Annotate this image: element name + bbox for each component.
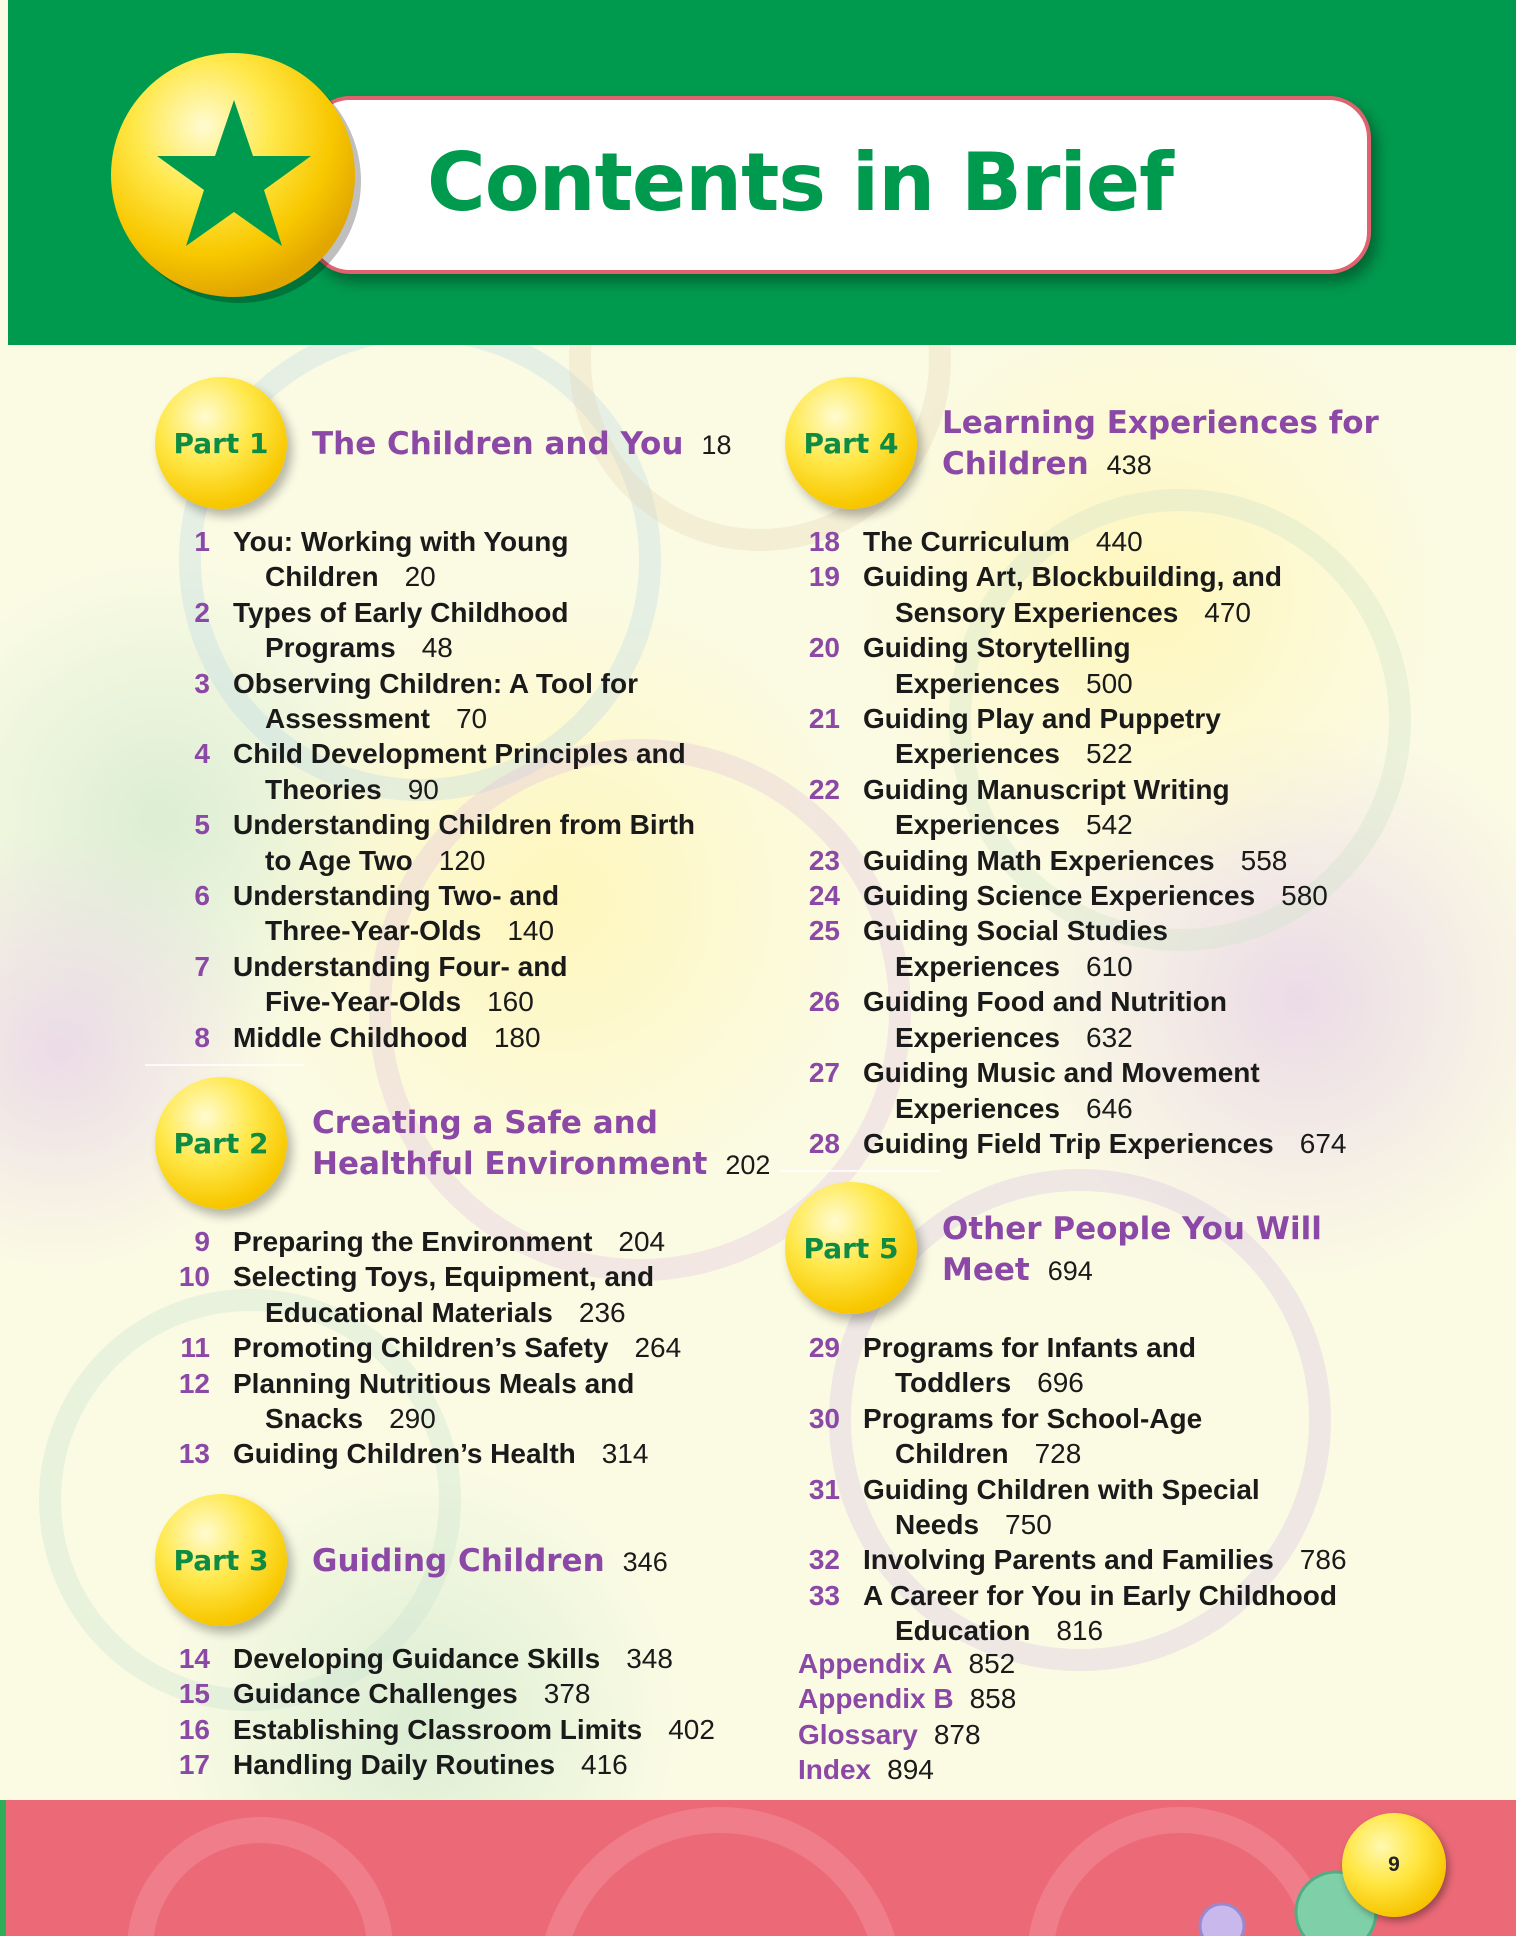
chapter-page: 632	[1086, 1021, 1133, 1053]
chapter-title-line: Guiding Music and Movement	[863, 1057, 1260, 1089]
chapter-number: 25	[808, 915, 840, 947]
chapter-title-line: Guiding Social Studies	[863, 915, 1168, 947]
chapter-title-line: Selecting Toys, Equipment, and	[233, 1261, 655, 1293]
chapter-number: 31	[808, 1473, 840, 1505]
chapter-title-line: Experiences	[895, 667, 1060, 699]
back-matter-item[interactable]: Index 894	[798, 1754, 934, 1786]
chapter-entry[interactable]	[800, 1578, 1380, 1649]
chapter-entry[interactable]	[800, 559, 1380, 630]
chapter-number: 2	[194, 596, 210, 628]
chapter-title-line: Understanding Children from Birth	[233, 809, 695, 841]
back-matter-list	[798, 1646, 1016, 1788]
chapter-entry[interactable]	[800, 878, 1380, 913]
page-number-badge: 9	[1342, 1813, 1446, 1917]
chapter-entry[interactable]	[170, 524, 740, 595]
chapter-number: 1	[194, 526, 210, 557]
chapter-title-line: Sensory Experiences	[895, 596, 1179, 628]
chapter-page: 20	[404, 561, 436, 593]
chapter-page: 236	[578, 1296, 626, 1328]
chapter-number: 18	[808, 526, 840, 557]
chapter-title-line: Preparing the Environment	[233, 1226, 593, 1257]
chapter-entry[interactable]	[800, 1542, 1380, 1577]
chapter-number: 11	[180, 1332, 210, 1364]
chapter-number: 14	[178, 1643, 210, 1674]
chapter-title-line: Experiences	[895, 738, 1060, 770]
chapter-title-line: Guidance Challenges	[233, 1678, 518, 1710]
chapter-title-line: Establishing Classroom Limits	[233, 1713, 643, 1745]
part-4-badge: Part 4	[785, 377, 917, 509]
chapter-entry[interactable]	[800, 984, 1380, 1055]
footer-band	[0, 1800, 1516, 1936]
chapter-page: 160	[487, 986, 534, 1018]
chapter-title-line: Child Development Principles and	[233, 738, 686, 770]
chapter-page: 90	[407, 773, 439, 805]
page-title: Contents in Brief	[427, 136, 1173, 229]
chapter-number: 32	[808, 1544, 840, 1576]
chapter-entry[interactable]	[170, 595, 740, 666]
chapter-entry[interactable]	[170, 1747, 740, 1782]
chapter-title-line: Programs for School-Age	[863, 1402, 1203, 1434]
part-2-title: Creating a Safe and Healthful Environment 202	[312, 1105, 771, 1182]
chapter-page: 348	[626, 1643, 673, 1674]
chapter-entry[interactable]	[170, 1259, 740, 1330]
part-3-page: 346	[622, 1547, 668, 1577]
part-5-page: 694	[1047, 1256, 1093, 1286]
chapter-page: 402	[668, 1713, 715, 1745]
chapter-page: 786	[1299, 1544, 1347, 1576]
chapter-number: 29	[808, 1332, 840, 1363]
chapter-title-line: A Career for You in Early Childhood	[863, 1579, 1337, 1611]
chapter-number: 7	[194, 950, 210, 982]
chapter-number: 15	[178, 1678, 210, 1710]
chapter-title-line: to Age Two	[265, 844, 413, 876]
chapter-title-line: Understanding Four- and	[233, 950, 568, 982]
part-4-page: 438	[1106, 450, 1152, 480]
chapter-title-line: Needs	[895, 1509, 980, 1541]
chapter-number: 9	[194, 1226, 210, 1257]
chapter-title-line: You: Working with Young	[233, 526, 569, 557]
chapter-entry[interactable]	[170, 1224, 740, 1259]
chapter-page: 728	[1034, 1438, 1082, 1470]
chapter-title-line: Programs for Infants and	[863, 1332, 1196, 1363]
footer-rings	[0, 1800, 1516, 1936]
chapter-entry[interactable]	[800, 1055, 1380, 1126]
part-1-title: The Children and You 18	[312, 426, 732, 462]
chapter-title-line: Guiding Math Experiences	[863, 844, 1215, 876]
chapter-page: 180	[493, 1021, 541, 1053]
part-3-title: Guiding Children 346	[312, 1543, 668, 1579]
chapter-title-line: Education	[895, 1615, 1031, 1647]
chapter-page: 696	[1037, 1367, 1084, 1399]
chapter-entry[interactable]	[170, 1676, 740, 1711]
chapter-page: 204	[618, 1226, 666, 1257]
chapter-entry[interactable]	[170, 1366, 740, 1437]
chapter-number: 26	[808, 986, 840, 1018]
star-icon	[108, 50, 363, 305]
chapter-title-line: Observing Children: A Tool for	[233, 667, 638, 699]
chapter-title-line: Guiding Science Experiences	[863, 880, 1256, 912]
chapter-entry[interactable]	[800, 701, 1380, 772]
chapter-title-line: Experiences	[895, 1092, 1060, 1124]
chapter-title-line: Handling Daily Routines	[233, 1749, 556, 1781]
chapter-entry[interactable]	[170, 666, 740, 737]
part-5-title: Other People You Will Meet 694	[942, 1211, 1322, 1288]
back-matter-item[interactable]: Appendix B 858	[798, 1683, 1017, 1715]
chapter-number: 4	[194, 738, 210, 770]
chapter-page: 500	[1086, 667, 1133, 699]
chapter-title-line: Involving Parents and Families	[863, 1544, 1274, 1576]
chapter-number: 6	[194, 880, 210, 912]
chapter-title-line: Experiences	[895, 1021, 1060, 1053]
chapter-title-line: Promoting Children’s Safety	[233, 1332, 609, 1364]
part-3-chapters	[170, 1641, 740, 1783]
chapter-title-line: Guiding Children’s Health	[233, 1438, 576, 1470]
chapter-title-line: Theories	[265, 773, 382, 805]
chapter-entry[interactable]	[170, 1436, 740, 1471]
chapter-entry[interactable]	[170, 1712, 740, 1747]
chapter-title-line: Planning Nutritious Meals and	[233, 1367, 635, 1399]
part-5-chapters	[800, 1330, 1380, 1649]
chapter-title-line: Programs	[265, 632, 396, 664]
part-2-page: 202	[725, 1150, 771, 1180]
chapter-number: 3	[194, 667, 210, 699]
part-2-badge: Part 2	[155, 1077, 287, 1209]
chapter-page: 674	[1299, 1127, 1347, 1159]
chapter-page: 378	[543, 1678, 591, 1710]
chapter-title-line: Understanding Two- and	[233, 880, 560, 912]
part-4-title: Learning Experiences for Children 438	[942, 405, 1379, 482]
chapter-title-line: Guiding Field Trip Experiences	[863, 1127, 1274, 1159]
chapter-entry[interactable]	[800, 843, 1380, 878]
chapter-page: 470	[1204, 596, 1251, 628]
chapter-page: 646	[1086, 1092, 1133, 1124]
chapter-page: 542	[1086, 809, 1133, 841]
chapter-title-line: Five-Year-Olds	[265, 986, 462, 1018]
chapter-number: 30	[808, 1402, 840, 1434]
part-3-badge: Part 3	[155, 1494, 287, 1626]
chapter-entry[interactable]	[170, 736, 740, 807]
chapter-page: 416	[581, 1749, 628, 1781]
chapter-page: 140	[507, 915, 555, 947]
chapter-number: 13	[178, 1438, 210, 1470]
chapter-entry[interactable]	[800, 630, 1380, 701]
chapter-title-line: Guiding Play and Puppetry	[863, 703, 1221, 735]
divider	[145, 1064, 305, 1066]
chapter-number: 24	[808, 880, 840, 912]
chapter-title-line: Guiding Food and Nutrition	[863, 986, 1227, 1018]
chapter-title-line: The Curriculum	[863, 526, 1070, 557]
chapter-entry[interactable]	[800, 1472, 1380, 1543]
title-pill	[308, 96, 1371, 274]
chapter-entry[interactable]	[800, 1126, 1380, 1161]
back-matter-item[interactable]: Appendix A 852	[798, 1648, 1016, 1679]
chapter-entry[interactable]	[170, 1330, 740, 1365]
chapter-title-line: Three-Year-Olds	[265, 915, 482, 947]
part-1-page: 18	[701, 430, 732, 460]
chapter-number: 27	[808, 1057, 840, 1089]
chapter-entry[interactable]	[800, 913, 1380, 984]
chapter-entry[interactable]	[800, 524, 1380, 559]
chapter-page: 558	[1240, 844, 1288, 876]
chapter-title-line: Toddlers	[895, 1367, 1012, 1399]
chapter-number: 21	[808, 703, 840, 735]
chapter-entry[interactable]	[800, 1401, 1380, 1472]
chapter-entry[interactable]	[800, 1330, 1380, 1401]
part-5-badge: Part 5	[785, 1182, 917, 1314]
chapter-entry[interactable]	[170, 949, 740, 1020]
chapter-page: 264	[634, 1332, 682, 1364]
chapter-page: 610	[1086, 950, 1133, 982]
chapter-number: 10	[178, 1261, 210, 1293]
chapter-entry[interactable]	[800, 772, 1380, 843]
chapter-title-line: Experiences	[895, 950, 1060, 982]
chapter-title-line: Guiding Art, Blockbuilding, and	[863, 561, 1282, 593]
chapter-title-line: Guiding Storytelling	[863, 632, 1131, 664]
chapter-number: 17	[178, 1749, 210, 1781]
chapter-number: 12	[178, 1367, 210, 1399]
chapter-number: 22	[808, 773, 840, 805]
chapter-page: 580	[1281, 880, 1328, 912]
chapter-page: 290	[389, 1403, 436, 1435]
part-4-chapters	[800, 524, 1380, 1161]
chapter-page: 120	[438, 844, 486, 876]
chapter-title-line: Guiding Manuscript Writing	[863, 773, 1230, 805]
chapter-title-line: Developing Guidance Skills	[233, 1643, 601, 1674]
chapter-title-line: Children	[895, 1438, 1009, 1470]
chapter-page: 48	[421, 632, 453, 664]
chapter-number: 19	[808, 561, 840, 593]
part-2-chapters	[170, 1224, 740, 1472]
part-1-chapters	[170, 524, 740, 1055]
chapter-page: 750	[1005, 1509, 1052, 1541]
chapter-title-line: Educational Materials	[265, 1296, 553, 1328]
chapter-title-line: Guiding Children with Special	[863, 1473, 1260, 1505]
chapter-number: 16	[178, 1713, 210, 1745]
chapter-number: 20	[808, 632, 840, 664]
chapter-number: 28	[808, 1127, 840, 1159]
chapter-page: 816	[1056, 1615, 1104, 1647]
chapter-number: 33	[808, 1579, 840, 1611]
chapter-page: 522	[1086, 738, 1133, 770]
footer-left-strip	[0, 1800, 6, 1936]
chapter-entry[interactable]	[170, 878, 740, 949]
chapter-page: 70	[455, 703, 488, 735]
chapter-title-line: Types of Early Childhood	[233, 596, 569, 628]
part-1-badge: Part 1	[155, 377, 287, 509]
chapter-number: 23	[808, 844, 840, 876]
chapter-title-line: Children	[265, 561, 379, 593]
chapter-number: 8	[194, 1021, 210, 1053]
chapter-title-line: Assessment	[265, 703, 430, 735]
chapter-page: 440	[1095, 526, 1143, 557]
chapter-title-line: Snacks	[265, 1403, 364, 1435]
chapter-title-line: Middle Childhood	[233, 1021, 468, 1053]
chapter-entry[interactable]	[170, 1020, 740, 1055]
divider	[780, 1170, 940, 1172]
chapter-number: 5	[194, 809, 210, 841]
back-matter-item[interactable]: Glossary 878	[798, 1718, 981, 1750]
chapter-title-line: Experiences	[895, 809, 1060, 841]
chapter-page: 314	[601, 1438, 649, 1470]
chapter-entry[interactable]	[170, 1641, 740, 1676]
chapter-entry[interactable]	[170, 807, 740, 878]
